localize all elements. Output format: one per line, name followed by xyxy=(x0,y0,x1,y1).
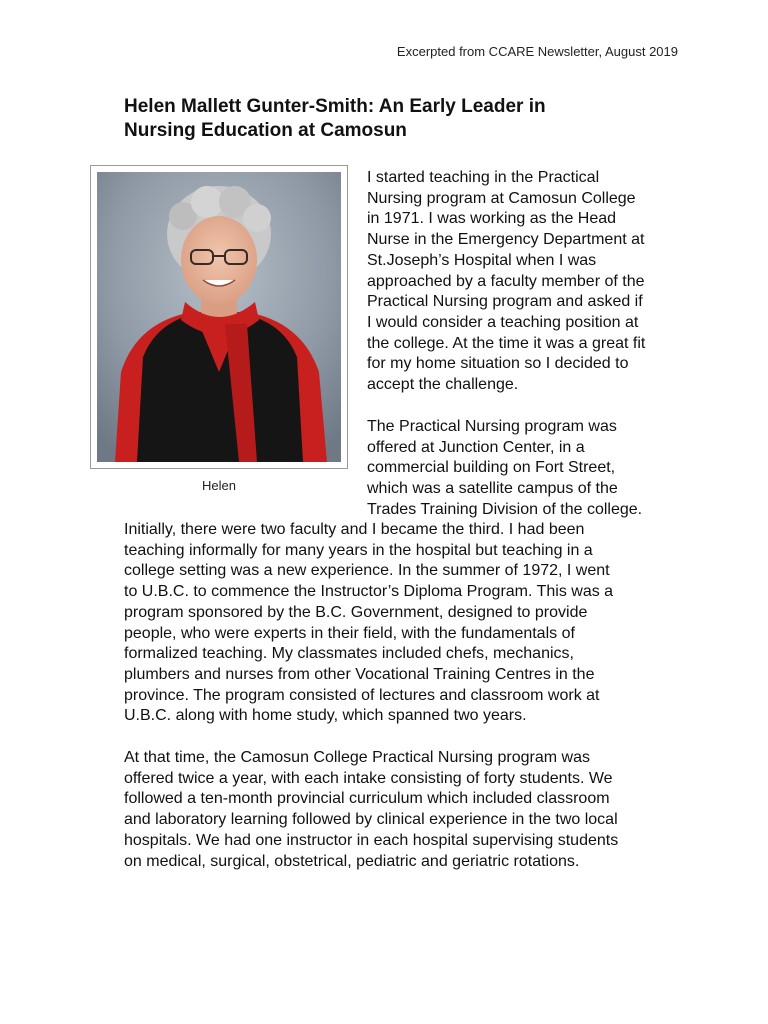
photo-caption: Helen xyxy=(202,478,236,493)
text-line: program sponsored by the B.C. Government, designed to provide xyxy=(124,603,588,621)
text-line: plumbers and nurses from other Vocational Training Centres in the xyxy=(124,665,595,683)
text-line: I would consider a teaching position at xyxy=(367,313,639,331)
text-line: accept the challenge. xyxy=(367,376,519,394)
text-line: Practical Nursing program and asked if xyxy=(367,293,643,311)
text-line: college setting was a new experience. In the summer of 1972, I went xyxy=(124,562,610,580)
paragraph-2-full xyxy=(124,520,613,727)
text-line: the college. At the time it was a great fit xyxy=(367,334,646,352)
portrait-photo xyxy=(97,172,341,462)
text-line: I started teaching in the Practical xyxy=(367,169,600,186)
title-line: Nursing Education at Camosun xyxy=(124,120,407,141)
text-line: province. The program consisted of lectures and classroom work at xyxy=(124,686,600,704)
paragraph-2-side xyxy=(367,417,642,521)
text-line: hospitals. We had one instructor in each hospital supervising students xyxy=(124,831,619,849)
text-line: for my home situation so I decided to xyxy=(367,355,629,373)
text-line: offered at Junction Center, in a xyxy=(367,438,585,456)
text-line: Initially, there were two faculty and I became the third. I had been xyxy=(124,521,585,538)
text-line: Nurse in the Emergency Department at xyxy=(367,231,645,249)
text-line: Nursing program at Camosun College xyxy=(367,189,636,207)
text-line: Trades Training Division of the college. xyxy=(367,500,643,518)
text-line: in 1971. I was working as the Head xyxy=(367,210,617,228)
text-line: people, who were experts in their field, with the fundamentals of xyxy=(124,624,575,642)
title-line: Helen Mallett Gunter-Smith: An Early Leader in xyxy=(124,96,546,117)
text-line: teaching informally for many years in the hospital but teaching in a xyxy=(124,541,593,559)
text-line: St.Joseph’s Hospital when I was xyxy=(367,251,597,269)
text-line: which was a satellite campus of the xyxy=(367,480,618,498)
text-line: U.B.C. along with home study, which spanned two years. xyxy=(124,707,527,725)
source-line: Excerpted from CCARE Newsletter, August 2019 xyxy=(396,44,678,59)
text-line: The Practical Nursing program was xyxy=(367,418,617,435)
text-line: to U.B.C. to commence the Instructor’s Diploma Program. This was a xyxy=(124,583,614,601)
portrait-figure xyxy=(90,165,350,469)
paragraph-3 xyxy=(124,748,618,872)
paragraph-1 xyxy=(367,168,645,396)
text-line: on medical, surgical, obstetrical, pediatric and geriatric rotations. xyxy=(124,852,580,870)
text-line: At that time, the Camosun College Practical Nursing program was xyxy=(124,749,590,766)
text-line: formalized teaching. My classmates included chefs, mechanics, xyxy=(124,645,574,663)
article-title xyxy=(124,95,664,143)
text-line: commercial building on Fort Street, xyxy=(367,459,616,477)
text-line: offered twice a year, with each intake consisting of forty students. We xyxy=(124,769,613,787)
face xyxy=(181,216,257,304)
text-line: followed a ten-month provincial curriculum which included classroom xyxy=(124,790,610,808)
text-line: and laboratory learning followed by clinical experience in the two local xyxy=(124,811,618,829)
text-line: approached by a faculty member of the xyxy=(367,272,645,290)
photo-frame xyxy=(90,165,348,469)
